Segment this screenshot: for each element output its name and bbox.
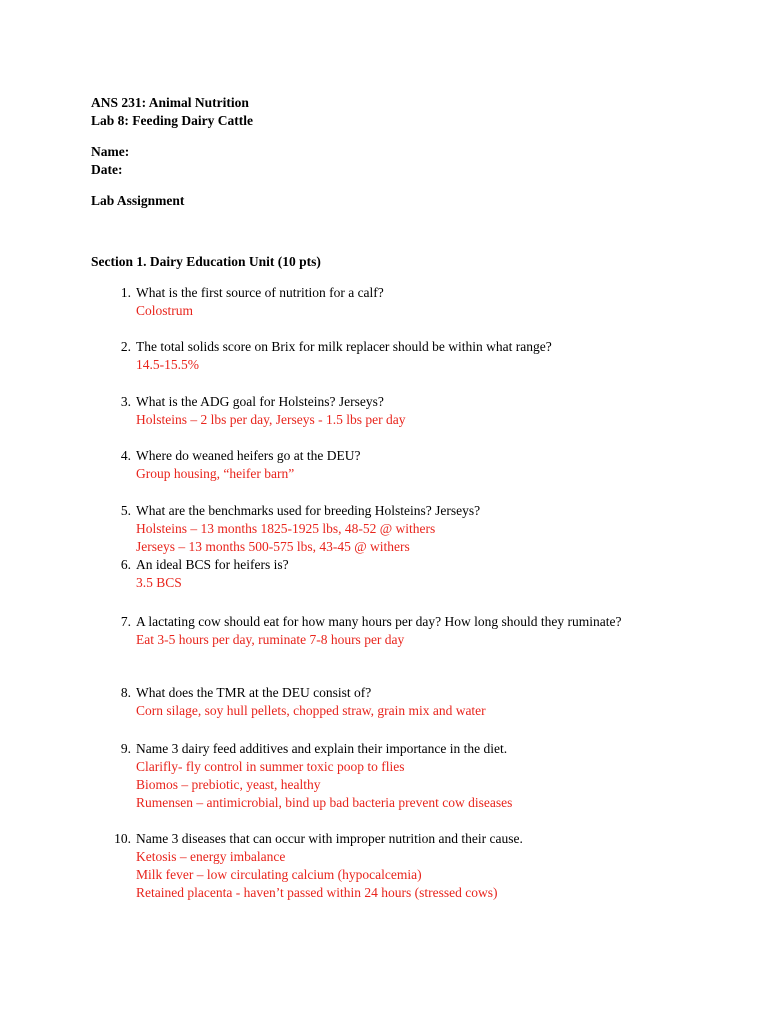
name-label: Name: [91, 144, 130, 159]
answer-text: 14.5-15.5% [136, 357, 199, 372]
question-text: Where do weaned heifers go at the DEU? [136, 448, 361, 463]
question-text: Name 3 dairy feed additives and explain their importance in the diet. [136, 741, 508, 756]
question-number: 5. [120, 503, 131, 518]
answer-text: Colostrum [136, 303, 194, 318]
answer-text: Holsteins – 13 months 1825-1925 lbs, 48-52 @ withers [136, 521, 436, 536]
question-10 [91, 830, 651, 902]
course-title: ANS 231: Animal Nutrition [91, 95, 249, 110]
question-text: What is the ADG goal for Holsteins? Jerseys? [136, 394, 384, 409]
answer-text: Eat 3-5 hours per day, ruminate 7-8 hours per day [136, 632, 405, 647]
question-3 [91, 393, 651, 429]
question-number: 7. [120, 614, 131, 629]
question-6 [91, 556, 651, 592]
answer-text: Group housing, “heifer barn” [136, 466, 295, 481]
question-1 [91, 284, 651, 320]
answer-text: 3.5 BCS [136, 575, 182, 590]
answer-text: Clarifly- fly control in summer toxic poop to flies [136, 759, 405, 774]
lab-title: Lab 8: Feeding Dairy Cattle [91, 113, 253, 128]
question-number: 1. [120, 285, 131, 300]
question-text: Name 3 diseases that can occur with improper nutrition and their cause. [136, 831, 523, 846]
answer-text: Ketosis – energy imbalance [136, 849, 286, 864]
question-number: 8. [120, 685, 131, 700]
question-text: The total solids score on Brix for milk replacer should be within what range? [136, 339, 552, 354]
assignment-heading: Lab Assignment [91, 193, 185, 208]
question-2 [91, 338, 651, 374]
question-number: 2. [120, 339, 131, 354]
question-number: 4. [120, 448, 131, 463]
answer-text: Rumensen – antimicrobial, bind up bad bacteria prevent cow diseases [136, 795, 513, 810]
answer-text: Jerseys – 13 months 500-575 lbs, 43-45 @ withers [136, 539, 410, 554]
question-text: What does the TMR at the DEU consist of? [136, 685, 372, 700]
question-text: What are the benchmarks used for breeding Holsteins? Jerseys? [136, 503, 481, 518]
section-title: Section 1. Dairy Education Unit (10 pts) [91, 254, 321, 269]
question-number: 3. [120, 394, 131, 409]
answer-text: Milk fever – low circulating calcium (hypocalcemia) [136, 867, 422, 882]
answer-text: Holsteins – 2 lbs per day, Jerseys - 1.5 lbs per day [136, 412, 406, 427]
date-label: Date: [91, 162, 123, 177]
question-8 [91, 684, 651, 720]
answer-text: Biomos – prebiotic, yeast, healthy [136, 777, 321, 792]
answer-text: Corn silage, soy hull pellets, chopped straw, grain mix and water [136, 703, 486, 718]
question-5 [91, 502, 651, 556]
question-4 [91, 447, 651, 483]
question-text: A lactating cow should eat for how many hours per day? How long should they ruminate? [136, 614, 622, 629]
question-number: 10. [114, 831, 131, 846]
question-7 [91, 613, 651, 649]
question-number: 6. [120, 557, 131, 572]
question-text: What is the first source of nutrition for a calf? [136, 285, 384, 300]
answer-text: Retained placenta - haven’t passed within 24 hours (stressed cows) [136, 885, 498, 900]
question-text: An ideal BCS for heifers is? [136, 557, 289, 572]
question-number: 9. [120, 741, 131, 756]
question-9 [91, 740, 651, 812]
